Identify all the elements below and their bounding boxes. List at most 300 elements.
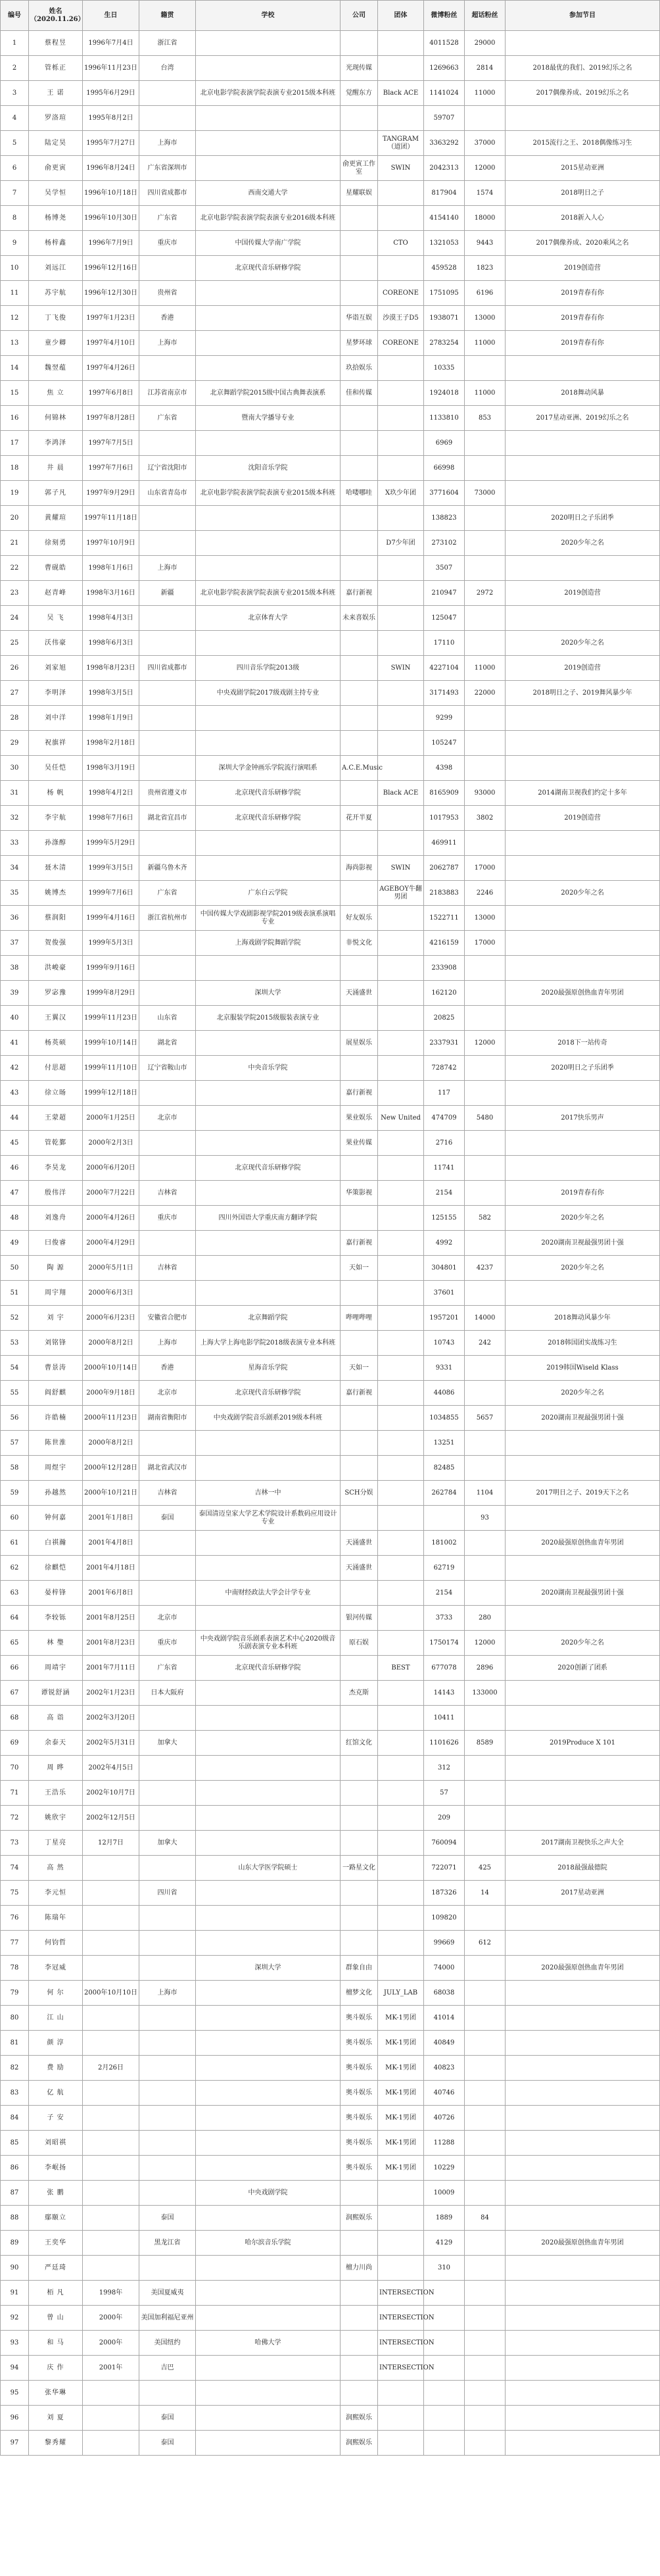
cell-hometown: 重庆市 xyxy=(139,1631,196,1656)
cell-company xyxy=(341,1331,378,1356)
cell-supertopic-fans xyxy=(465,2431,506,2456)
cell-weibo-fans: 4992 xyxy=(424,1231,465,1256)
cell-id: 16 xyxy=(1,406,29,431)
cell-hometown xyxy=(139,506,196,531)
cell-weibo-fans: 41014 xyxy=(424,2006,465,2031)
cell-birthday: 1996年7月4日 xyxy=(83,31,139,56)
cell-company: 光现传媒 xyxy=(341,56,378,81)
cell-birthday xyxy=(83,1931,139,1956)
cell-group xyxy=(378,2406,424,2431)
cell-id: 59 xyxy=(1,1481,29,1506)
cell-supertopic-fans xyxy=(465,2306,506,2331)
cell-school xyxy=(196,2031,341,2056)
cell-supertopic-fans xyxy=(465,756,506,781)
cell-id: 56 xyxy=(1,1406,29,1431)
cell-hometown xyxy=(139,256,196,281)
cell-company: 天涌盛世 xyxy=(341,1556,378,1581)
cell-programs xyxy=(506,2106,660,2131)
table-row xyxy=(1,431,660,456)
cell-id: 89 xyxy=(1,2231,29,2256)
cell-supertopic-fans xyxy=(465,1531,506,1556)
cell-programs: 2019青春有你 xyxy=(506,306,660,331)
cell-company xyxy=(341,131,378,156)
cell-birthday: 1997年6月8日 xyxy=(83,381,139,406)
cell-birthday: 1997年7月6日 xyxy=(83,456,139,481)
cell-supertopic-fans: 612 xyxy=(465,1931,506,1956)
cell-group xyxy=(378,2381,424,2406)
cell-id: 40 xyxy=(1,1006,29,1031)
cell-hometown xyxy=(139,1556,196,1581)
cell-name: 刘远江 xyxy=(29,256,83,281)
cell-hometown: 日本大阪府 xyxy=(139,1681,196,1706)
cell-company: 嘉行新视 xyxy=(341,1381,378,1406)
cell-weibo-fans: 187326 xyxy=(424,1881,465,1906)
cell-hometown: 吉林省 xyxy=(139,1481,196,1506)
cell-company xyxy=(341,1806,378,1831)
cell-school xyxy=(196,1081,341,1106)
cell-school xyxy=(196,1456,341,1481)
cell-weibo-fans: 4129 xyxy=(424,2231,465,2256)
cell-hometown: 山东省青岛市 xyxy=(139,481,196,506)
table-row xyxy=(1,606,660,631)
cell-programs xyxy=(506,2406,660,2431)
cell-company: 华诣互娱 xyxy=(341,306,378,331)
table-row xyxy=(1,756,660,781)
cell-hometown: 广东省 xyxy=(139,406,196,431)
cell-birthday: 1995年8月2日 xyxy=(83,106,139,131)
cell-hometown xyxy=(139,2106,196,2131)
cell-hometown: 新疆 xyxy=(139,581,196,606)
table-row xyxy=(1,1731,660,1756)
cell-programs: 2017快乐男声 xyxy=(506,1106,660,1131)
cell-group: New United xyxy=(378,1106,424,1131)
cell-id: 51 xyxy=(1,1281,29,1306)
cell-supertopic-fans xyxy=(465,556,506,581)
cell-weibo-fans: 40726 xyxy=(424,2106,465,2131)
cell-programs: 2020创新了团系 xyxy=(506,1656,660,1681)
cell-school: 山东大学医学院硕士 xyxy=(196,1856,341,1881)
cell-supertopic-fans xyxy=(465,1781,506,1806)
cell-programs: 2020少年之名 xyxy=(506,1631,660,1656)
cell-birthday: 1998年4月3日 xyxy=(83,606,139,631)
cell-weibo-fans: 3771604 xyxy=(424,481,465,506)
cell-school xyxy=(196,1231,341,1256)
cell-school xyxy=(196,2006,341,2031)
table-row xyxy=(1,1981,660,2006)
cell-programs xyxy=(506,1156,660,1181)
cell-id: 22 xyxy=(1,556,29,581)
cell-id: 61 xyxy=(1,1531,29,1556)
cell-supertopic-fans: 1574 xyxy=(465,181,506,206)
cell-name: 许皓楠 xyxy=(29,1406,83,1431)
cell-group xyxy=(378,1456,424,1481)
cell-weibo-fans: 312 xyxy=(424,1756,465,1781)
header-programs: 参加节目 xyxy=(506,1,660,31)
table-row xyxy=(1,881,660,906)
cell-name: 张 鹏 xyxy=(29,2181,83,2206)
table-row xyxy=(1,406,660,431)
table-row xyxy=(1,356,660,381)
cell-school xyxy=(196,1831,341,1856)
cell-name: 曰俊睿 xyxy=(29,1231,83,1256)
cell-id: 45 xyxy=(1,1131,29,1156)
cell-weibo-fans: 11741 xyxy=(424,1156,465,1181)
cell-school xyxy=(196,2056,341,2081)
cell-group xyxy=(378,606,424,631)
cell-supertopic-fans xyxy=(465,2056,506,2081)
table-row xyxy=(1,1256,660,1281)
cell-programs: 2019青春有你 xyxy=(506,281,660,306)
cell-company: 非悦文化 xyxy=(341,931,378,956)
cell-programs xyxy=(506,1431,660,1456)
table-row xyxy=(1,1006,660,1031)
cell-group xyxy=(378,1381,424,1406)
cell-name: 刘铭锋 xyxy=(29,1331,83,1356)
cell-group: D7少年团 xyxy=(378,531,424,556)
cell-company xyxy=(341,731,378,756)
cell-company: 哔哩哔哩 xyxy=(341,1306,378,1331)
cell-name: 孙涤醇 xyxy=(29,831,83,856)
cell-id: 18 xyxy=(1,456,29,481)
cell-weibo-fans: 2183883 xyxy=(424,881,465,906)
cell-group: SWIN xyxy=(378,856,424,881)
cell-school: 深圳大学 xyxy=(196,1956,341,1981)
cell-hometown: 四川省成都市 xyxy=(139,181,196,206)
cell-name: 周 晔 xyxy=(29,1756,83,1781)
table-row xyxy=(1,1281,660,1306)
table-row xyxy=(1,956,660,981)
cell-weibo-fans: 2716 xyxy=(424,1131,465,1156)
cell-supertopic-fans xyxy=(465,1006,506,1031)
table-row xyxy=(1,2131,660,2156)
cell-hometown xyxy=(139,2131,196,2156)
table-row xyxy=(1,1106,660,1131)
cell-school: 上海戏剧学院舞蹈学院 xyxy=(196,931,341,956)
cell-id: 19 xyxy=(1,481,29,506)
cell-programs xyxy=(506,1906,660,1931)
cell-id: 85 xyxy=(1,2131,29,2156)
cell-programs: 2020少年之名 xyxy=(506,1206,660,1231)
cell-id: 35 xyxy=(1,881,29,906)
cell-birthday xyxy=(83,2431,139,2456)
cell-birthday xyxy=(83,2031,139,2056)
cell-id: 27 xyxy=(1,681,29,706)
cell-name: 曹景涛 xyxy=(29,1356,83,1381)
cell-company xyxy=(341,1056,378,1081)
cell-name: 井 晨 xyxy=(29,456,83,481)
cell-weibo-fans: 10411 xyxy=(424,1706,465,1731)
table-row xyxy=(1,1056,660,1081)
cell-programs: 2018韩国团实战练习生 xyxy=(506,1331,660,1356)
cell-birthday: 1995年6月29日 xyxy=(83,81,139,106)
table-row xyxy=(1,306,660,331)
cell-school: 北京电影学院表演学院表演专业2015级本科班 xyxy=(196,581,341,606)
cell-group xyxy=(378,31,424,56)
table-row xyxy=(1,931,660,956)
cell-group xyxy=(378,1006,424,1031)
cell-id: 46 xyxy=(1,1156,29,1181)
cell-group xyxy=(378,806,424,831)
cell-hometown xyxy=(139,1581,196,1606)
table-row xyxy=(1,2181,660,2206)
cell-school xyxy=(196,1756,341,1781)
table-row xyxy=(1,2331,660,2356)
cell-hometown xyxy=(139,1856,196,1881)
cell-id: 68 xyxy=(1,1706,29,1731)
cell-birthday xyxy=(83,2156,139,2181)
cell-company xyxy=(341,706,378,731)
cell-birthday: 2000年10月10日 xyxy=(83,1981,139,2006)
cell-birthday: 2月26日 xyxy=(83,2056,139,2081)
cell-weibo-fans: 10229 xyxy=(424,2156,465,2181)
cell-group xyxy=(378,681,424,706)
cell-supertopic-fans: 84 xyxy=(465,2206,506,2231)
cell-birthday: 2000年5月1日 xyxy=(83,1256,139,1281)
cell-name: 李岷扬 xyxy=(29,2156,83,2181)
cell-name: 魏翌蕴 xyxy=(29,356,83,381)
cell-hometown: 美国纽约 xyxy=(139,2331,196,2356)
table-row xyxy=(1,806,660,831)
cell-school xyxy=(196,156,341,181)
cell-programs xyxy=(506,2006,660,2031)
header-school: 学校 xyxy=(196,1,341,31)
cell-school xyxy=(196,731,341,756)
table-row xyxy=(1,1556,660,1581)
cell-programs xyxy=(506,606,660,631)
cell-programs xyxy=(506,2056,660,2081)
table-row xyxy=(1,456,660,481)
cell-hometown xyxy=(139,1781,196,1806)
cell-company xyxy=(341,631,378,656)
cell-weibo-fans: 59707 xyxy=(424,106,465,131)
cell-group xyxy=(378,906,424,931)
cell-company: 果业传媒 xyxy=(341,1131,378,1156)
table-row xyxy=(1,1631,660,1656)
cell-programs: 2019青春有你 xyxy=(506,1181,660,1206)
cell-company: 天如一 xyxy=(341,1256,378,1281)
cell-supertopic-fans: 37000 xyxy=(465,131,506,156)
cell-group xyxy=(378,1606,424,1631)
cell-school: 中央戏剧学院2017级戏剧主持专业 xyxy=(196,681,341,706)
cell-group: TANGRAM（道团） xyxy=(378,131,424,156)
table-row xyxy=(1,781,660,806)
table-row xyxy=(1,2306,660,2331)
cell-group xyxy=(378,1131,424,1156)
cell-supertopic-fans: 582 xyxy=(465,1206,506,1231)
cell-supertopic-fans: 73000 xyxy=(465,481,506,506)
cell-id: 66 xyxy=(1,1656,29,1681)
cell-group xyxy=(378,506,424,531)
table-row xyxy=(1,1081,660,1106)
cell-hometown xyxy=(139,606,196,631)
cell-id: 73 xyxy=(1,1831,29,1856)
cell-school xyxy=(196,2206,341,2231)
cell-programs xyxy=(506,856,660,881)
cell-company: SCH分娱 xyxy=(341,1481,378,1506)
cell-company: 好友娱乐 xyxy=(341,906,378,931)
table-row xyxy=(1,1906,660,1931)
cell-name: 费 励 xyxy=(29,2056,83,2081)
cell-weibo-fans: 1957201 xyxy=(424,1306,465,1331)
cell-birthday xyxy=(83,2106,139,2131)
table-row xyxy=(1,1956,660,1981)
cell-supertopic-fans: 17000 xyxy=(465,856,506,881)
cell-school xyxy=(196,556,341,581)
cell-id: 82 xyxy=(1,2056,29,2081)
cell-supertopic-fans xyxy=(465,1456,506,1481)
cell-birthday: 2000年2月3日 xyxy=(83,1131,139,1156)
table-row xyxy=(1,1431,660,1456)
table-row xyxy=(1,1806,660,1831)
table-row xyxy=(1,2281,660,2306)
cell-id: 50 xyxy=(1,1256,29,1281)
cell-birthday: 2002年1月23日 xyxy=(83,1681,139,1706)
cell-company xyxy=(341,456,378,481)
cell-programs xyxy=(506,2256,660,2281)
cell-hometown xyxy=(139,2181,196,2206)
cell-group xyxy=(378,831,424,856)
cell-school: 北京电影学院表演学院表演专业2015级本科班 xyxy=(196,481,341,506)
cell-hometown xyxy=(139,1956,196,1981)
cell-birthday: 1996年7月9日 xyxy=(83,231,139,256)
cell-id: 36 xyxy=(1,906,29,931)
cell-weibo-fans: 4216159 xyxy=(424,931,465,956)
table-row xyxy=(1,2381,660,2406)
cell-programs xyxy=(506,1006,660,1031)
header-company: 公司 xyxy=(341,1,378,31)
cell-birthday: 1996年12月16日 xyxy=(83,256,139,281)
cell-company: 哈喽哪哇 xyxy=(341,481,378,506)
cell-company: 润熙娱乐 xyxy=(341,2206,378,2231)
cell-supertopic-fans xyxy=(465,1706,506,1731)
cell-birthday: 1999年10月14日 xyxy=(83,1031,139,1056)
cell-supertopic-fans xyxy=(465,456,506,481)
cell-school xyxy=(196,281,341,306)
cell-group xyxy=(378,956,424,981)
table-row xyxy=(1,2231,660,2256)
cell-id: 78 xyxy=(1,1956,29,1981)
cell-name: 李冠威 xyxy=(29,1956,83,1981)
cell-name: 陈瑞年 xyxy=(29,1906,83,1931)
cell-birthday: 1999年11月10日 xyxy=(83,1056,139,1081)
cell-school xyxy=(196,1106,341,1131)
cell-company xyxy=(341,681,378,706)
cell-supertopic-fans: 93 xyxy=(465,1506,506,1531)
cell-hometown xyxy=(139,2031,196,2056)
cell-name: 徐立旸 xyxy=(29,1081,83,1106)
cell-supertopic-fans: 5480 xyxy=(465,1106,506,1131)
cell-id: 29 xyxy=(1,731,29,756)
cell-group xyxy=(378,1256,424,1281)
cell-school: 哈佛大学 xyxy=(196,2331,341,2356)
cell-id: 43 xyxy=(1,1081,29,1106)
cell-programs: 2018明日之子 xyxy=(506,181,660,206)
table-row xyxy=(1,1581,660,1606)
cell-supertopic-fans: 280 xyxy=(465,1606,506,1631)
cell-school: 中央戏剧学院音乐剧系表演艺术中心2020级音乐剧表演专业本科班 xyxy=(196,1631,341,1656)
cell-id: 97 xyxy=(1,2431,29,2456)
cell-id: 72 xyxy=(1,1806,29,1831)
cell-group xyxy=(378,2181,424,2206)
cell-hometown: 泰国 xyxy=(139,2206,196,2231)
cell-birthday: 1998年2月18日 xyxy=(83,731,139,756)
cell-name: 黎秀耀 xyxy=(29,2431,83,2456)
cell-weibo-fans: 4011528 xyxy=(424,31,465,56)
cell-supertopic-fans xyxy=(465,1981,506,2006)
cell-name: 陶 源 xyxy=(29,1256,83,1281)
cell-school: 四川音乐学院2013级 xyxy=(196,656,341,681)
cell-group xyxy=(378,1406,424,1431)
cell-hometown: 泰国 xyxy=(139,2406,196,2431)
cell-supertopic-fans xyxy=(465,431,506,456)
table-row xyxy=(1,1206,660,1231)
cell-company: 檀力川尚 xyxy=(341,2256,378,2281)
cell-hometown xyxy=(139,1706,196,1731)
cell-programs: 2014湖南卫视我们约定十多年 xyxy=(506,781,660,806)
cell-programs: 2020明日之子乐团季 xyxy=(506,1056,660,1081)
cell-weibo-fans: 1017953 xyxy=(424,806,465,831)
cell-group xyxy=(378,1356,424,1381)
cell-birthday: 1997年4月26日 xyxy=(83,356,139,381)
table-row xyxy=(1,381,660,406)
cell-company xyxy=(341,781,378,806)
cell-group: INTERSECTION xyxy=(378,2306,424,2331)
cell-hometown: 上海市 xyxy=(139,1981,196,2006)
cell-birthday xyxy=(83,2181,139,2206)
cell-id: 38 xyxy=(1,956,29,981)
cell-supertopic-fans: 93000 xyxy=(465,781,506,806)
cell-school xyxy=(196,1731,341,1756)
cell-name: 焦 立 xyxy=(29,381,83,406)
cell-id: 80 xyxy=(1,2006,29,2031)
header-weibo-fans: 微博粉丝 xyxy=(424,1,465,31)
cell-id: 90 xyxy=(1,2256,29,2281)
cell-company xyxy=(341,231,378,256)
cell-name: 李宇航 xyxy=(29,806,83,831)
cell-name: 刘 夏 xyxy=(29,2406,83,2431)
cell-group: MK-1男团 xyxy=(378,2156,424,2181)
cell-weibo-fans: 1269663 xyxy=(424,56,465,81)
cell-id: 63 xyxy=(1,1581,29,1606)
cell-weibo-fans: 99669 xyxy=(424,1931,465,1956)
cell-weibo-fans: 10335 xyxy=(424,356,465,381)
cell-hometown: 泰国 xyxy=(139,2431,196,2456)
table-row xyxy=(1,1531,660,1556)
cell-programs xyxy=(506,956,660,981)
table-row xyxy=(1,531,660,556)
cell-name: 阎舒麒 xyxy=(29,1381,83,1406)
cell-weibo-fans: 4398 xyxy=(424,756,465,781)
cell-programs: 2020明日之子乐团季 xyxy=(506,506,660,531)
cell-company: 华策影视 xyxy=(341,1181,378,1206)
cell-weibo-fans: 2154 xyxy=(424,1581,465,1606)
header-group: 团体 xyxy=(378,1,424,31)
cell-id: 9 xyxy=(1,231,29,256)
cell-weibo-fans: 1133810 xyxy=(424,406,465,431)
cell-supertopic-fans: 9443 xyxy=(465,231,506,256)
cell-hometown: 吉巴 xyxy=(139,2356,196,2381)
cell-hometown: 贵州省遵义市 xyxy=(139,781,196,806)
cell-supertopic-fans xyxy=(465,1431,506,1456)
cell-weibo-fans: 474709 xyxy=(424,1106,465,1131)
cell-name: 杨梓鑫 xyxy=(29,231,83,256)
cell-programs: 2018舞动风暴 xyxy=(506,381,660,406)
table-row xyxy=(1,831,660,856)
cell-weibo-fans: 40849 xyxy=(424,2031,465,2056)
cell-birthday: 1999年9月16日 xyxy=(83,956,139,981)
table-row xyxy=(1,2431,660,2456)
cell-hometown xyxy=(139,81,196,106)
